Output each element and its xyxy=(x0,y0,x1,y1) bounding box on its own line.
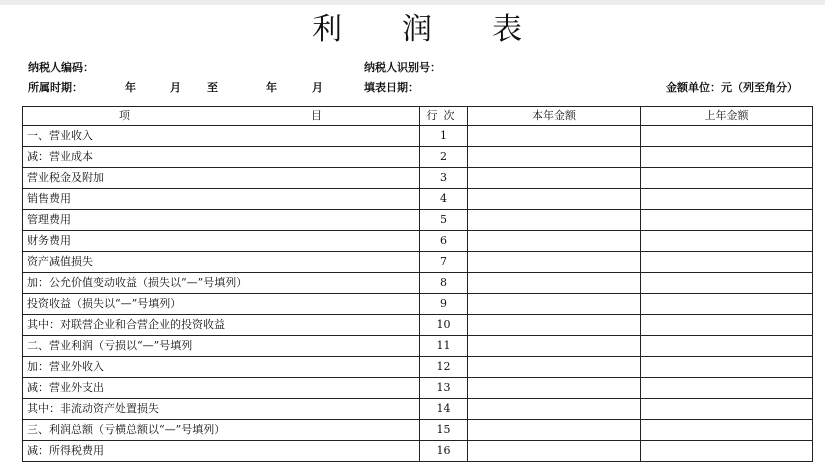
current-year-amount-cell[interactable] xyxy=(468,252,641,273)
table-row xyxy=(23,147,813,168)
last-year-amount-cell[interactable] xyxy=(641,252,813,273)
table-row xyxy=(23,231,813,252)
period-month2-label: 月 xyxy=(312,81,323,94)
row-number: 9 xyxy=(420,294,468,315)
row-item-label: 减：所得税费用 xyxy=(23,441,420,462)
table-row xyxy=(23,420,813,441)
page-title xyxy=(0,10,825,50)
row-number: 1 xyxy=(420,126,468,147)
current-year-amount-cell[interactable] xyxy=(468,420,641,441)
row-item-label: 管理费用 xyxy=(23,210,420,231)
row-item-label: 加：公允价值变动收益（损失以“—”号填列） xyxy=(23,273,420,294)
column-header-current-year: 本年金额 xyxy=(468,107,641,126)
row-number: 13 xyxy=(420,378,468,399)
row-number: 2 xyxy=(420,147,468,168)
last-year-amount-cell[interactable] xyxy=(641,378,813,399)
row-item-label: 其中：对联营企业和合营企业的投资收益 xyxy=(23,315,420,336)
table-row xyxy=(23,336,813,357)
title-char-3: 表 xyxy=(492,12,522,47)
row-number: 8 xyxy=(420,273,468,294)
table-header-row xyxy=(23,107,813,126)
table-row xyxy=(23,210,813,231)
top-strip xyxy=(0,0,825,5)
period-label: 所属时期： xyxy=(28,81,83,94)
last-year-amount-cell[interactable] xyxy=(641,399,813,420)
table-row xyxy=(23,273,813,294)
period-month-label: 月 xyxy=(170,81,181,94)
row-number: 3 xyxy=(420,168,468,189)
row-number: 10 xyxy=(420,315,468,336)
row-number: 15 xyxy=(420,420,468,441)
row-item-label: 减：营业成本 xyxy=(23,147,420,168)
current-year-amount-cell[interactable] xyxy=(468,336,641,357)
row-item-label: 其中：非流动资产处置损失 xyxy=(23,399,420,420)
row-number: 5 xyxy=(420,210,468,231)
current-year-amount-cell[interactable] xyxy=(468,378,641,399)
last-year-amount-cell[interactable] xyxy=(641,273,813,294)
current-year-amount-cell[interactable] xyxy=(468,294,641,315)
table-row xyxy=(23,252,813,273)
table-row xyxy=(23,315,813,336)
table-row xyxy=(23,189,813,210)
table-row xyxy=(23,294,813,315)
row-item-label: 销售费用 xyxy=(23,189,420,210)
taxpayer-id-label: 纳税人识别号： xyxy=(364,61,441,74)
title-char-2: 润 xyxy=(402,12,432,47)
current-year-amount-cell[interactable] xyxy=(468,231,641,252)
column-header-last-year: 上年金额 xyxy=(641,107,813,126)
row-item-label: 减：营业外支出 xyxy=(23,378,420,399)
current-year-amount-cell[interactable] xyxy=(468,210,641,231)
period-year2-label: 年 xyxy=(266,81,277,94)
current-year-amount-cell[interactable] xyxy=(468,147,641,168)
current-year-amount-cell[interactable] xyxy=(468,315,641,336)
row-number: 12 xyxy=(420,357,468,378)
column-header-row-no: 行次 xyxy=(420,107,468,126)
last-year-amount-cell[interactable] xyxy=(641,420,813,441)
row-number: 4 xyxy=(420,189,468,210)
last-year-amount-cell[interactable] xyxy=(641,231,813,252)
row-item-label: 营业税金及附加 xyxy=(23,168,420,189)
current-year-amount-cell[interactable] xyxy=(468,168,641,189)
last-year-amount-cell[interactable] xyxy=(641,336,813,357)
row-number: 14 xyxy=(420,399,468,420)
column-header-item xyxy=(23,107,420,126)
row-number: 6 xyxy=(420,231,468,252)
current-year-amount-cell[interactable] xyxy=(468,399,641,420)
column-header-item-right: 目 xyxy=(311,109,322,122)
row-number: 7 xyxy=(420,252,468,273)
current-year-amount-cell[interactable] xyxy=(468,441,641,462)
income-statement-table xyxy=(22,106,813,462)
last-year-amount-cell[interactable] xyxy=(641,147,813,168)
last-year-amount-cell[interactable] xyxy=(641,357,813,378)
table-row xyxy=(23,168,813,189)
table-body xyxy=(23,126,813,462)
period-year-label: 年 xyxy=(125,81,136,94)
title-char-1: 利 xyxy=(312,12,342,47)
taxpayer-code-label: 纳税人编码： xyxy=(28,61,94,74)
last-year-amount-cell[interactable] xyxy=(641,441,813,462)
last-year-amount-cell[interactable] xyxy=(641,210,813,231)
current-year-amount-cell[interactable] xyxy=(468,189,641,210)
table-row xyxy=(23,378,813,399)
period-to-label: 至 xyxy=(207,81,218,94)
current-year-amount-cell[interactable] xyxy=(468,273,641,294)
table-row xyxy=(23,357,813,378)
last-year-amount-cell[interactable] xyxy=(641,126,813,147)
last-year-amount-cell[interactable] xyxy=(641,294,813,315)
row-item-label: 加：营业外收入 xyxy=(23,357,420,378)
last-year-amount-cell[interactable] xyxy=(641,189,813,210)
amount-unit-label: 金额单位：元（列至角分） xyxy=(666,81,798,94)
fill-date-label: 填表日期： xyxy=(364,81,419,94)
row-item-label: 三、利润总额（亏横总额以“—”号填列） xyxy=(23,420,420,441)
row-item-label: 投资收益（损失以“—”号填列） xyxy=(23,294,420,315)
table-row xyxy=(23,126,813,147)
row-number: 16 xyxy=(420,441,468,462)
row-number: 11 xyxy=(420,336,468,357)
current-year-amount-cell[interactable] xyxy=(468,357,641,378)
table-row xyxy=(23,399,813,420)
row-item-label: 二、营业利润（亏损以“—”号填列 xyxy=(23,336,420,357)
current-year-amount-cell[interactable] xyxy=(468,126,641,147)
row-item-label: 财务费用 xyxy=(23,231,420,252)
table-row xyxy=(23,441,813,462)
last-year-amount-cell[interactable] xyxy=(641,315,813,336)
column-header-item-left: 项 xyxy=(119,109,130,122)
row-item-label: 资产减值损失 xyxy=(23,252,420,273)
row-item-label: 一、营业收入 xyxy=(23,126,420,147)
last-year-amount-cell[interactable] xyxy=(641,168,813,189)
